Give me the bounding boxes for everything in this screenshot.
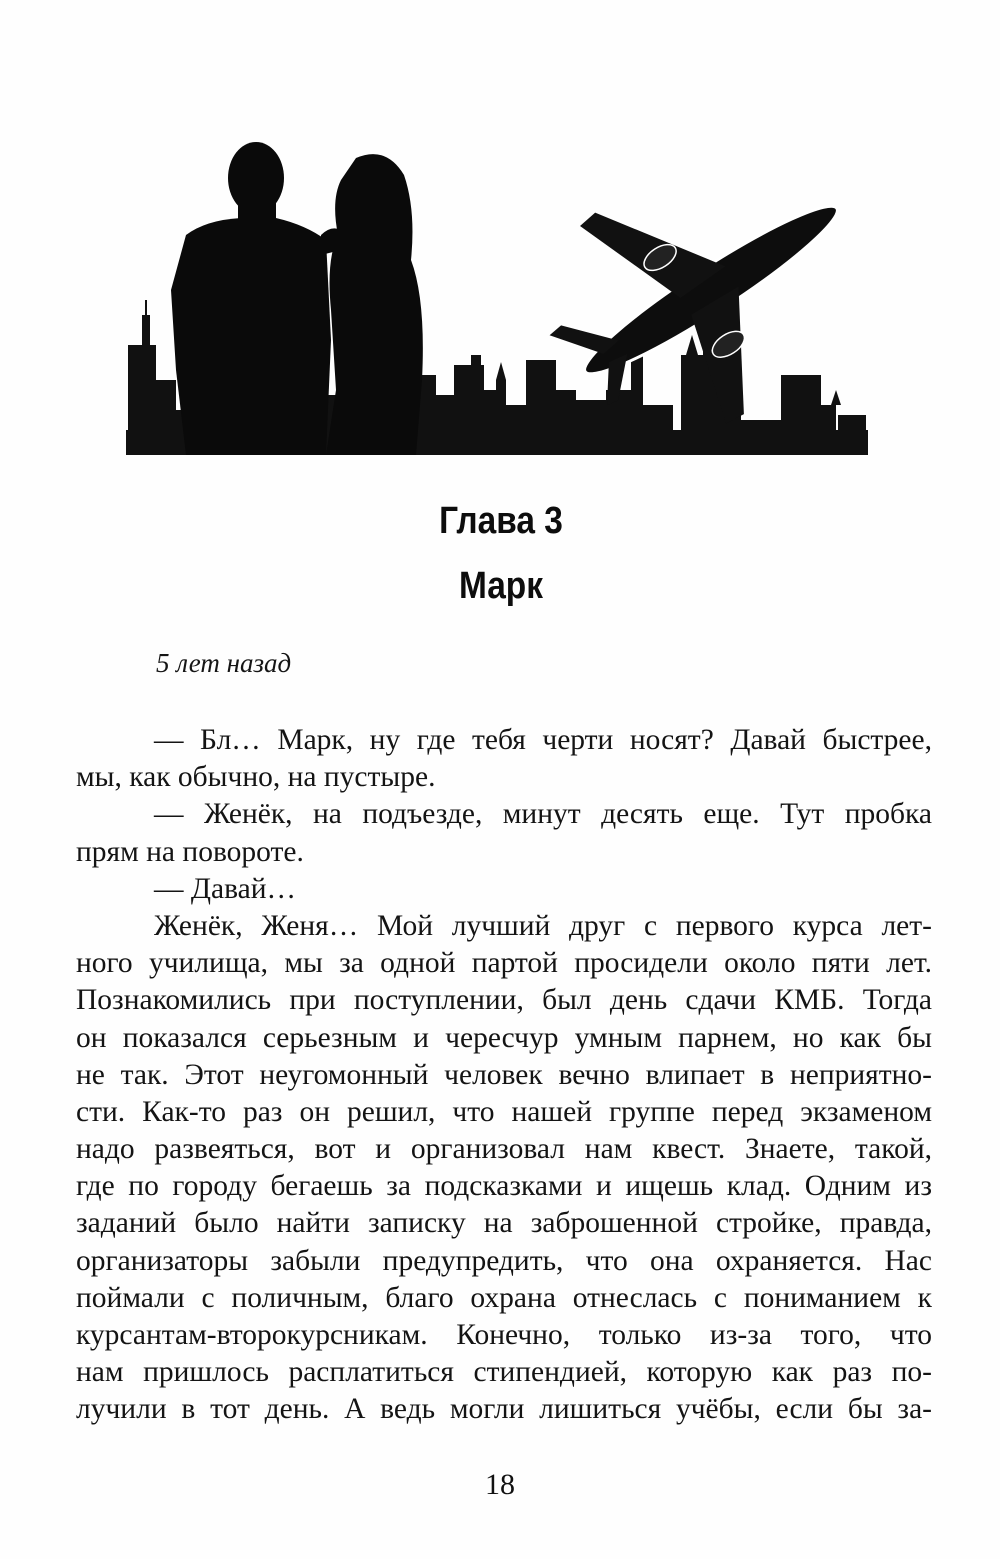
text-line: ного училища, мы за одной партой просидели около пяти лет.: [76, 947, 932, 980]
epigraph-time-marker: 5 лет назад: [156, 648, 292, 678]
text-line: нам пришлось расплатиться стипендией, которую как раз по-: [76, 1356, 932, 1389]
text-line: не так. Этот неугомонный человек вечно влипает в неприятно-: [76, 1058, 932, 1091]
skyline-couple-airplane-image: [126, 140, 868, 465]
page-number: 18: [485, 1468, 515, 1501]
text-line: — Бл… Марк, ну где тебя черти носят? Давай быстрее,: [154, 724, 932, 756]
text-line: сти. Как-то раз он решил, что нашей группе перед экзаменом: [76, 1095, 932, 1128]
text-line: надо развеяться, вот и организовал нам квест. Знаете, такой,: [76, 1133, 932, 1166]
text-line: прям на повороте.: [76, 835, 304, 868]
text-line: поймали с поличным, благо охрана отнеслась с пониманием к: [76, 1281, 932, 1314]
couple-silhouette: [171, 142, 423, 455]
text-line: где по городу бегаешь за подсказками и ищешь клад. Одним из: [76, 1170, 932, 1203]
text-line: он показался серьезным и чересчур умным парнем, но как бы: [76, 1021, 932, 1054]
text-line: мы, как обычно, на пустыре.: [76, 761, 436, 794]
body-text: [76, 722, 932, 1429]
text-line: лучили в тот день. А ведь могли лишиться учёбы, если бы за-: [76, 1393, 932, 1426]
text-line: заданий было найти записку на заброшенной стройке, правда,: [76, 1207, 932, 1240]
text-line: организаторы забыли предупредить, что она охраняется. Нас: [76, 1244, 932, 1277]
text-line: курсантам-второкурсникам. Конечно, только из-за того, что: [76, 1319, 932, 1351]
text-line: Женёк, Женя… Мой лучший друг с первого курса лет-: [154, 909, 932, 942]
chapter-title: Глава 3: [439, 500, 563, 542]
chapter-name: Марк: [458, 565, 543, 607]
text-line: Познакомились при поступлении, был день сдачи КМБ. Тогда: [76, 984, 932, 1017]
chapter-illustration: [126, 140, 868, 465]
text-line: — Давай…: [154, 872, 297, 905]
text-line: — Женёк, на подъезде, минут десять еще. Тут пробка: [154, 798, 932, 831]
